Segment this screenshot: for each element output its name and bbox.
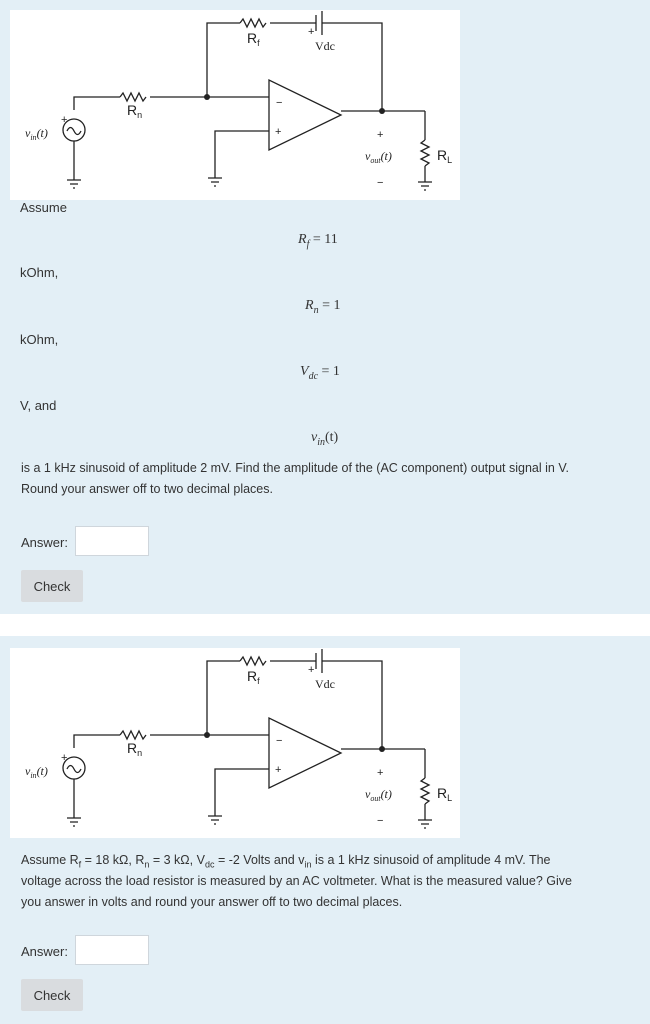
check-button[interactable]: Check bbox=[21, 570, 83, 602]
circuit-diagram bbox=[10, 648, 460, 838]
answer-label: Answer: bbox=[21, 944, 68, 959]
circuit-schematic bbox=[10, 10, 460, 200]
answer-input[interactable] bbox=[75, 526, 149, 556]
svg-text:vout(t): $v_{out}(t)$ bbox=[365, 787, 392, 803]
v-and-text: V, and bbox=[20, 398, 57, 413]
svg-text:−: − bbox=[377, 815, 384, 827]
opamp bbox=[269, 718, 341, 788]
svg-text:RL: $R_L$ bbox=[437, 147, 453, 165]
circuit-schematic bbox=[10, 648, 460, 838]
vdc-equation: $V_{dc} = 1$ bbox=[300, 364, 340, 382]
rl-resistor bbox=[421, 778, 429, 804]
svg-text:Rf: $R_f$ bbox=[247, 30, 260, 48]
svg-text:Rn: $R_n$ bbox=[127, 102, 143, 120]
check-button[interactable]: Check bbox=[21, 979, 83, 1011]
svg-text:+: + bbox=[61, 114, 68, 126]
svg-text:+: + bbox=[275, 126, 282, 138]
rn-resistor bbox=[120, 93, 146, 101]
rf-resistor bbox=[240, 657, 266, 665]
svg-text:−: − bbox=[276, 97, 283, 109]
vdc-battery bbox=[316, 11, 322, 35]
svg-text:vin(t): $v_{in}(t)$ bbox=[25, 764, 48, 780]
vdc-battery bbox=[316, 649, 322, 673]
rn-equation: $R_n = 1$ bbox=[305, 298, 341, 316]
rf-resistor bbox=[240, 19, 266, 27]
svg-text:+: + bbox=[308, 26, 315, 38]
question-2-line-3: you answer in volts and round your answer off to two decimal places. bbox=[21, 895, 403, 909]
rn-resistor bbox=[120, 731, 146, 739]
svg-text:−: − bbox=[377, 177, 384, 189]
rl-resistor bbox=[421, 140, 429, 166]
kohm-text-2: kOhm, bbox=[20, 332, 59, 347]
answer-input[interactable] bbox=[75, 935, 149, 965]
opamp bbox=[269, 80, 341, 150]
svg-text:+: + bbox=[377, 129, 384, 141]
svg-text:−: − bbox=[276, 735, 283, 747]
svg-text:Rf: $R_f$ bbox=[247, 668, 260, 686]
svg-text:+: + bbox=[308, 664, 315, 676]
question-2 bbox=[0, 636, 650, 1024]
svg-text:+: + bbox=[275, 764, 282, 776]
svg-text:Rn: $R_n$ bbox=[127, 740, 143, 758]
question-1-line-2: Round your answer off to two decimal places. bbox=[21, 482, 273, 496]
svg-text:Vdc: Vdc bbox=[315, 677, 335, 691]
answer-label: Answer: bbox=[21, 535, 68, 550]
question-2-line-1: Assume $R_f = 18$ kΩ, $R_n = 3$ kΩ, $V_{dc} = -2$ Volts and $v_{in}$ is a 1 kHz sinusoid of amplitude 4 mV. The bbox=[21, 853, 551, 870]
question-1-line-1: is a 1 kHz sinusoid of amplitude 2 mV. Find the amplitude of the (AC component) output signal in V. bbox=[21, 461, 569, 475]
vin-expression: $v_{in}(t)$ bbox=[311, 430, 339, 448]
svg-text:vin(t): $v_{in}(t)$ bbox=[25, 126, 48, 142]
svg-text:+: + bbox=[377, 767, 384, 779]
assume-text: Assume bbox=[20, 200, 67, 215]
question-2-line-2: voltage across the load resistor is measured by an AC voltmeter. What is the measured value? Give bbox=[21, 874, 572, 888]
svg-text:+: + bbox=[61, 752, 68, 764]
rf-equation: $R_f = 11$ bbox=[298, 232, 338, 250]
circuit-diagram bbox=[10, 10, 460, 200]
kohm-text-1: kOhm, bbox=[20, 265, 59, 280]
svg-text:vout(t): $v_{out}(t)$ bbox=[365, 149, 392, 165]
question-1-text bbox=[21, 458, 569, 500]
svg-text:RL: $R_L$ bbox=[437, 785, 453, 803]
question-2-text bbox=[21, 850, 572, 913]
svg-text:Vdc: Vdc bbox=[315, 39, 335, 53]
